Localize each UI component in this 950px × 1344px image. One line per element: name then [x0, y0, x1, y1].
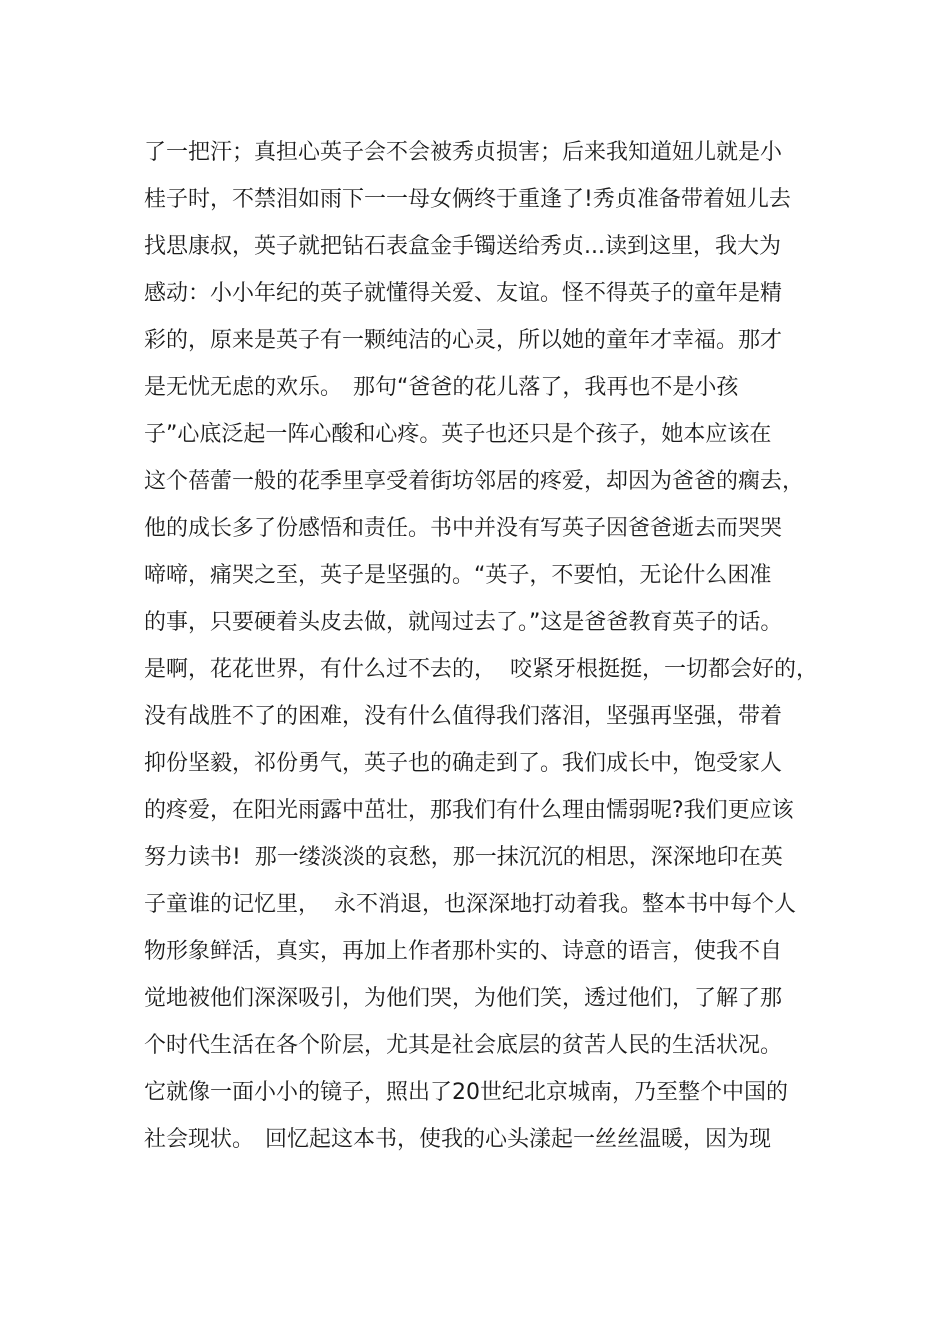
body-text [144, 131, 824, 1165]
text-line: 彩的，原来是英子有一颗纯洁的心灵，所以她的童年才幸福。那才 [144, 328, 783, 353]
text-line: 努力读书! 那一缕淡淡的哀愁，那一抹沉沉的相思，深深地印在英 [144, 845, 783, 870]
text-line: 子童谁的记忆里， 永不消退，也深深地打动着我。整本书中每个人 [144, 892, 796, 917]
text-line: 没有战胜不了的困难，没有什么值得我们落泪，坚强再坚强，带着 [144, 704, 783, 729]
text-line: 桂子时，不禁泪如雨下一一母女俩终于重逢了!秀贞准备带着妞儿去 [144, 187, 791, 212]
text-line: 是啊，花花世界，有什么过不去的， 咬紧牙根挺挺，一切都会好的， [144, 657, 818, 682]
text-line: 他的成长多了份感悟和责任。书中并没有写英子因爸爸逝去而哭哭 [144, 516, 783, 541]
text-line: 个时代生活在各个阶层，尤其是社会底层的贫苦人民的生活状况。 [144, 1033, 783, 1058]
text-line: 社会现状。 回忆起这本书，使我的心头漾起一丝丝温暖，因为现 [144, 1127, 772, 1152]
text-line: 是无忧无虑的欢乐。 那句“爸爸的花儿落了，我再也不是小孩 [144, 375, 739, 400]
text-line: 它就像一面小小的镜子，照出了20世纪北京城南，乃至整个中国的 [144, 1080, 788, 1105]
text-line: 的疼爱，在阳光雨露中茁壮，那我们有什么理由懦弱呢?我们更应该 [144, 798, 794, 823]
text-line: 找思康叔，英子就把钻石表盒金手镯送给秀贞...读到这里，我大为 [144, 234, 781, 259]
text-line: 的事，只要硬着头皮去做，就闯过去了。”这是爸爸教育英子的话。 [144, 610, 783, 635]
text-line: 觉地被他们深深吸引，为他们哭，为他们笑，透过他们，了解了那 [144, 986, 783, 1011]
text-line: 感动：小小年纪的英子就懂得关爱、友谊。怪不得英子的童年是精 [144, 281, 783, 306]
text-line: 抑份坚毅，祁份勇气，英子也的确走到了。我们成长中，饱受家人 [144, 751, 783, 776]
text-line: 物形象鲜活，真实，再加上作者那朴实的、诗意的语言，使我不自 [144, 939, 783, 964]
text-line: 啼啼，痛哭之至，英子是坚强的。“英子，不要怕，无论什么困准 [144, 563, 772, 588]
text-line: 子”心底泛起一阵心酸和心疼。英子也还只是个孩子，她本应该在 [144, 422, 772, 447]
text-line: 了一把汗；真担心英子会不会被秀贞损害；后来我知道妞儿就是小 [144, 140, 783, 165]
text-line: 这个蓓蕾一般的花季里享受着街坊邻居的疼爱，却因为爸爸的瘸去， [144, 469, 805, 494]
